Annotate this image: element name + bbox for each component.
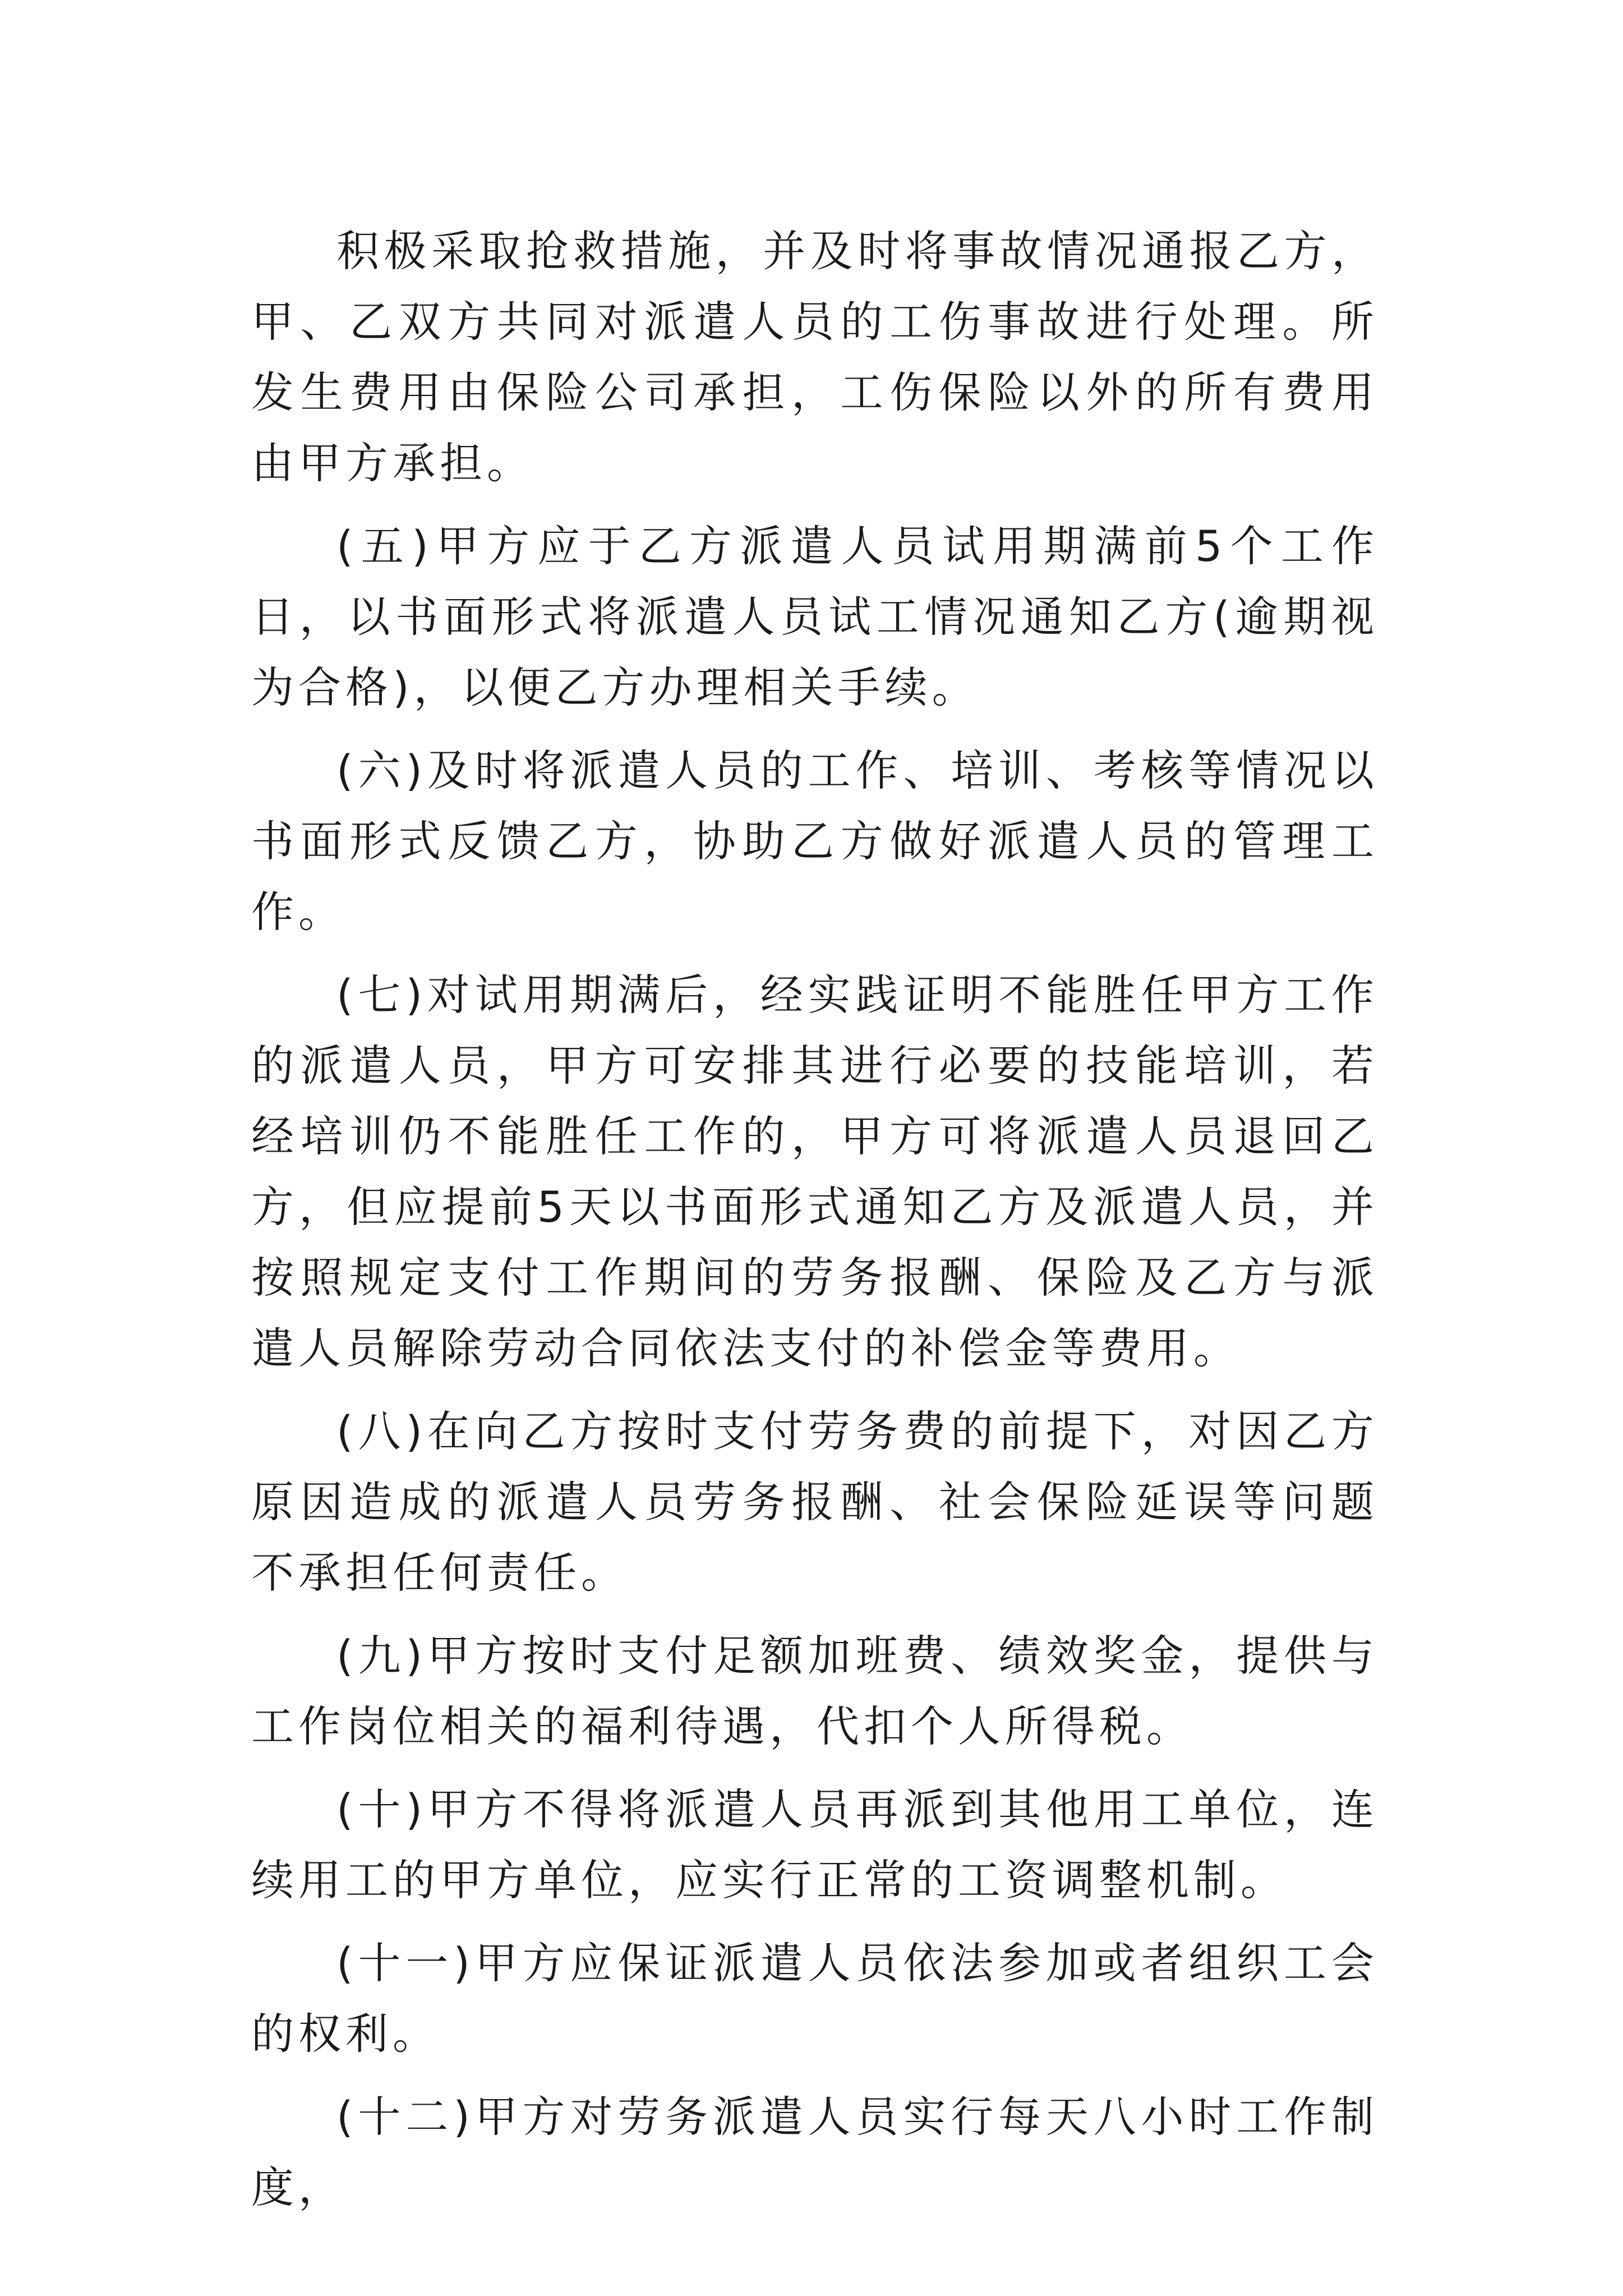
paragraph-clause-12: (十二)甲方对劳务派遣人员实行每天八小时工作制度， (251, 2092, 1378, 2212)
paragraph-clause-5: (五)甲方应于乙方派遣人员试用期满前5个工作日，以书面形式将派遣人员试工情况通知乙方(逾期视为合格)，以便乙方办理相关手续。 (251, 521, 1378, 712)
paragraph-accident-handling: 积极采取抢救措施，并及时将事故情况通报乙方，甲、乙双方共同对派遣人员的工伤事故进行处理。所发生费用由保险公司承担，工伤保险以外的所有费用由甲方承担。 (251, 226, 1378, 488)
paragraph-clause-7: (七)对试用期满后，经实践证明不能胜任甲方工作的派遣人员，甲方可安排其进行必要的技能培训，若经培训仍不能胜任工作的，甲方可将派遣人员退回乙方，但应提前5天以书面形式通知乙方及派遣人员，并按照规定支付工作期间的劳务报酬、保险及乙方与派遣人员解除劳动合同依法支付的补偿金等费用。 (251, 970, 1378, 1373)
paragraph-clause-11: (十一)甲方应保证派遣人员依法参加或者组织工会的权利。 (251, 1938, 1378, 2059)
paragraph-clause-6: (六)及时将派遣人员的工作、培训、考核等情况以书面形式反馈乙方，协助乙方做好派遣人员的管理工作。 (251, 746, 1378, 937)
paragraph-clause-10: (十)甲方不得将派遣人员再派到其他用工单位，连续用工的甲方单位，应实行正常的工资调整机制。 (251, 1784, 1378, 1905)
paragraph-clause-9: (九)甲方按时支付足额加班费、绩效奖金，提供与工作岗位相关的福利待遇，代扣个人所得税。 (251, 1631, 1378, 1751)
paragraph-clause-8: (八)在向乙方按时支付劳务费的前提下，对因乙方原因造成的派遣人员劳务报酬、社会保险延误等问题不承担任何责任。 (251, 1406, 1378, 1598)
document-body (251, 216, 1378, 2235)
